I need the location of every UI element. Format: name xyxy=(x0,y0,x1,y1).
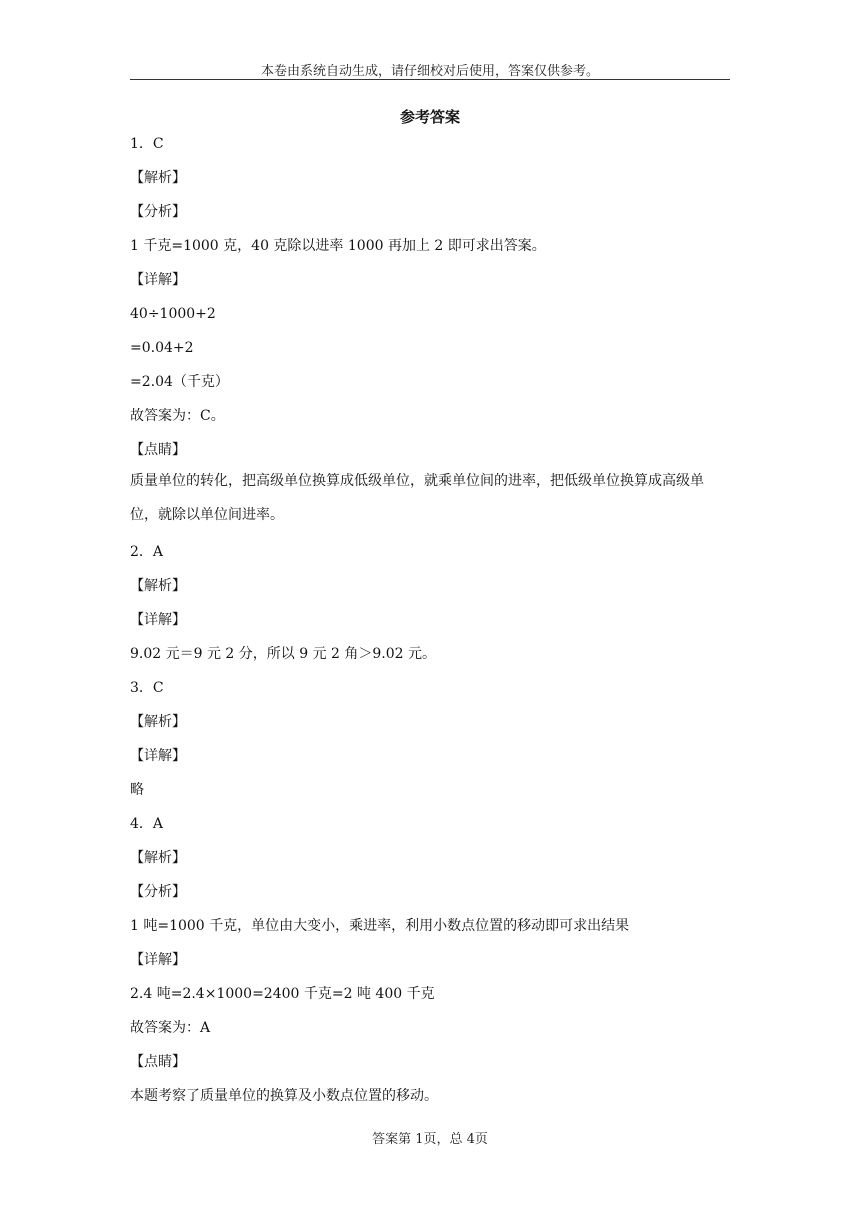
answer-1-calc-line-3: =2.04（千克） xyxy=(130,374,229,390)
answer-2-heading: 2．A xyxy=(130,544,164,560)
answer-4-dianjing-label: 【点睛】 xyxy=(130,1054,186,1070)
answer-3-detail-text: 略 xyxy=(130,782,144,798)
answer-4-calc-line: 2.4 吨=2.4×1000=2400 千克=2 吨 400 千克 xyxy=(130,986,435,1002)
answer-1-calc-line-2: =0.04+2 xyxy=(130,340,194,356)
header-divider xyxy=(130,79,730,80)
answer-1-dianjing-text: 质量单位的转化，把高级单位换算成低级单位，就乘单位间的进率，把低级单位换算成高级单位，就除以单位间进率。 xyxy=(130,473,704,523)
answer-4-fenxi-label: 【分析】 xyxy=(130,884,186,900)
answer-4-xiangjie-label: 【详解】 xyxy=(130,952,186,968)
answer-1-xiangjie-label: 【详解】 xyxy=(130,272,186,288)
answer-1-conclusion: 故答案为：C。 xyxy=(130,408,225,424)
answer-1-analysis-text: 1 千克=1000 克，40 克除以进率 1000 再加上 2 即可求出答案。 xyxy=(130,238,546,254)
page-title: 参考答案 xyxy=(399,108,460,126)
answer-4-heading: 4．A xyxy=(130,816,164,832)
answer-4-dianjing-text: 本题考察了质量单位的换算及小数点位置的移动。 xyxy=(130,1088,438,1104)
answer-1-calc-line-1: 40÷1000+2 xyxy=(130,306,216,322)
header-notice: 本卷由系统自动生成，请仔细校对后使用，答案仅供参考。 xyxy=(260,64,599,79)
answer-1-dianjing-label: 【点睛】 xyxy=(130,442,186,458)
answer-4-jiexi-label: 【解析】 xyxy=(130,850,186,866)
answer-3-heading: 3．C xyxy=(130,680,164,696)
answer-2-xiangjie-label: 【详解】 xyxy=(130,612,186,628)
answer-2-detail-text: 9.02 元＝9 元 2 分，所以 9 元 2 角＞9.02 元。 xyxy=(130,646,437,662)
answer-2-jiexi-label: 【解析】 xyxy=(130,578,186,594)
answer-1-heading: 1．C xyxy=(130,136,164,152)
answer-1-fenxi-label: 【分析】 xyxy=(130,204,186,220)
answer-4-conclusion: 故答案为：A xyxy=(130,1020,211,1036)
page-footer: 答案第 1页，总 4页 xyxy=(372,1132,488,1147)
answer-4-analysis-text: 1 吨=1000 千克，单位由大变小，乘进率，利用小数点位置的移动即可求出结果 xyxy=(130,918,630,934)
answer-1-jiexi-label: 【解析】 xyxy=(130,170,186,186)
answer-3-jiexi-label: 【解析】 xyxy=(130,714,186,730)
answer-3-xiangjie-label: 【详解】 xyxy=(130,748,186,764)
